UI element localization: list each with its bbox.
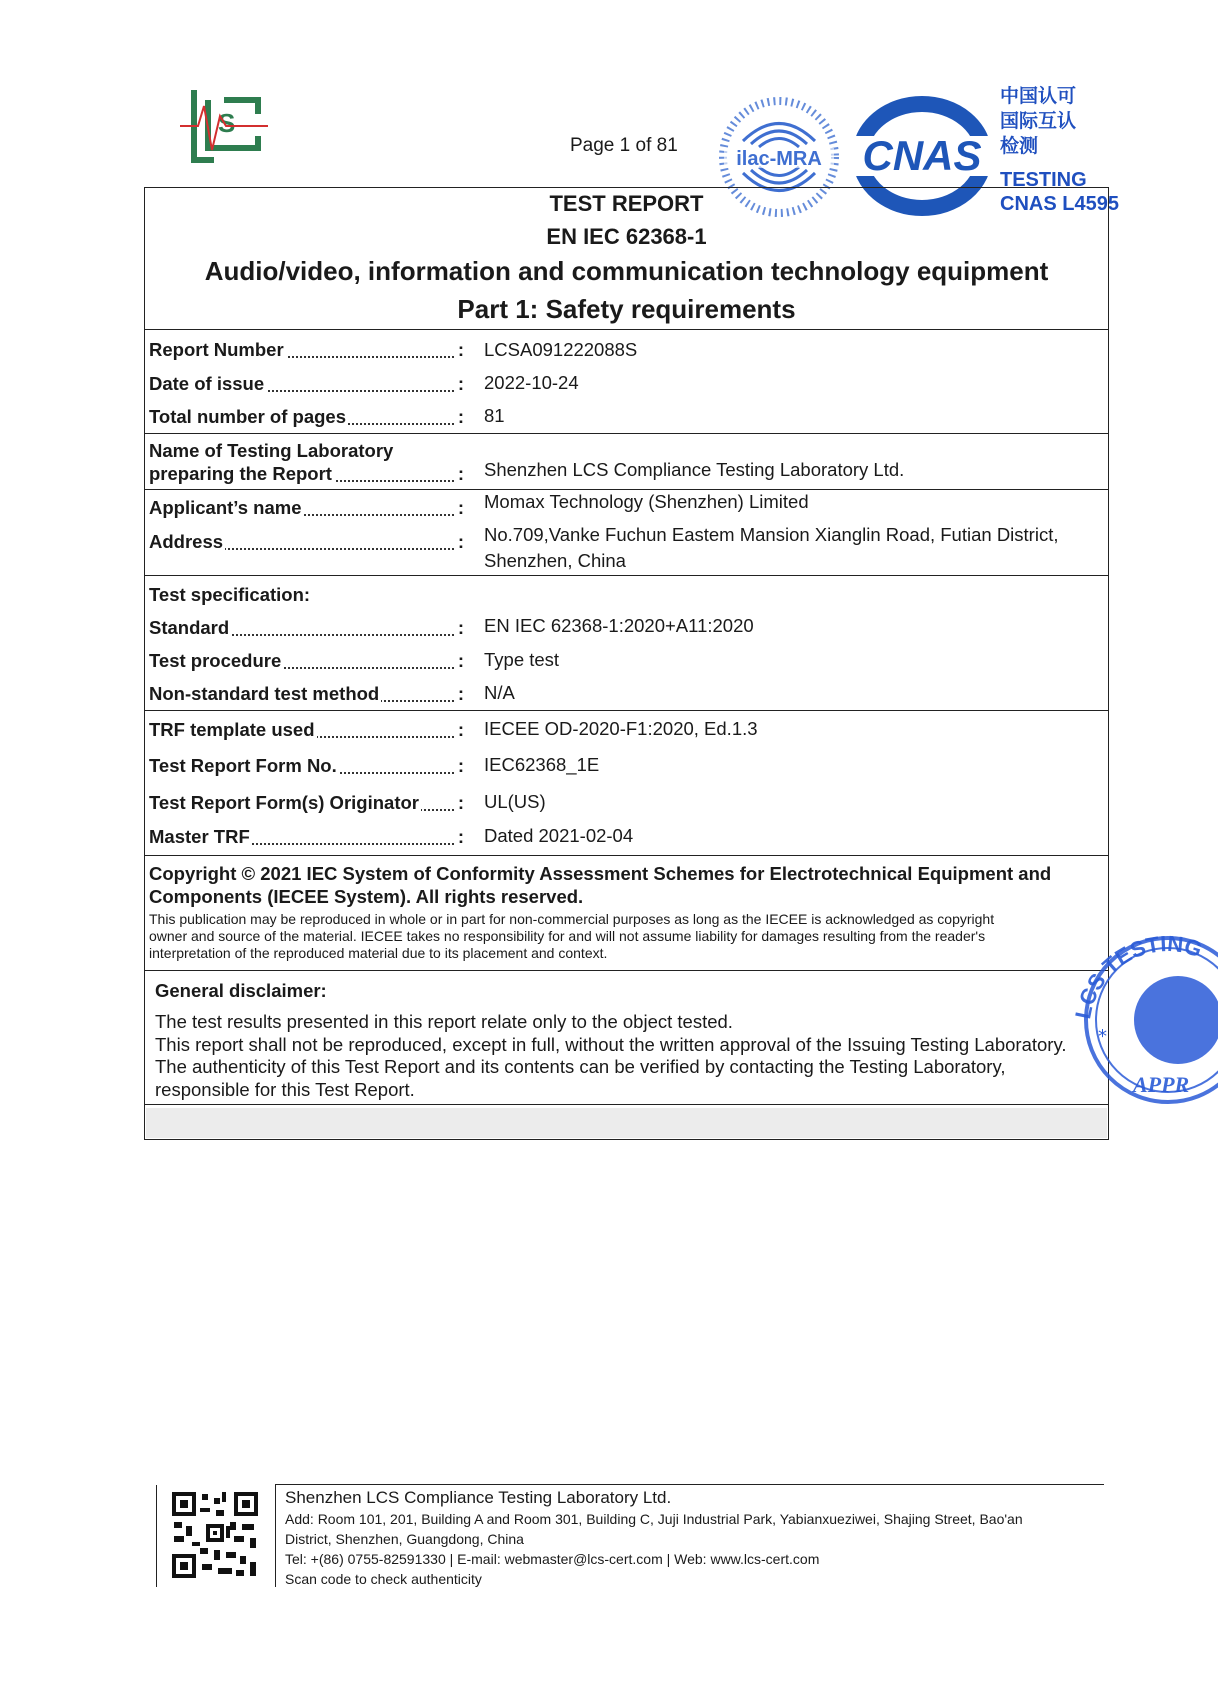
footer-company: Shenzhen LCS Compliance Testing Laboratory Ltd. — [285, 1488, 672, 1507]
part-title: Part 1: Safety requirements — [457, 294, 796, 324]
divider — [144, 575, 1109, 576]
standard-value: EN IEC 62368-1:2020+A11:2020 — [484, 615, 754, 636]
copyright-line: Components (IECEE System). All rights reserved. — [149, 886, 584, 907]
footer-scan-text: Scan code to check authenticity — [285, 1571, 482, 1587]
cnas-code: CNAS L4595 — [1000, 193, 1119, 215]
report-number-label: Report Number : — [149, 339, 464, 360]
approval-seal — [1068, 920, 1218, 1110]
date-of-issue-label: Date of issue : — [149, 373, 464, 394]
master-trf-label: Master TRF : — [149, 826, 464, 847]
seal-bottom-text: APPR — [1133, 1072, 1190, 1097]
divider — [144, 1104, 1109, 1105]
lab-value: Shenzhen LCS Compliance Testing Laboratory Ltd. — [484, 459, 905, 480]
divider — [144, 433, 1109, 434]
copyright-terms-line: This publication may be reproduced in whole or in part for non-commercial purposes as long as the IECEE is acknowledged as copyright — [149, 911, 995, 927]
divider — [144, 710, 1109, 711]
svg-text:*: * — [1098, 1026, 1107, 1047]
divider — [144, 329, 1109, 330]
address-label: Address : — [149, 531, 464, 552]
non-standard-method-label: Non-standard test method : — [149, 683, 464, 704]
test-procedure-value: Type test — [484, 649, 560, 670]
seal-top-text: LCS TESTING — [1070, 930, 1206, 1022]
disclaimer-line: The test results presented in this report relate only to the object tested. — [155, 1011, 733, 1032]
blank-row — [146, 1108, 1107, 1138]
report-title: TEST REPORT — [549, 191, 704, 216]
address-line1: No.709,Vanke Fuchun Eastem Mansion Xianglin Road, Futian District, — [484, 524, 1059, 545]
footer-divider — [275, 1484, 1104, 1485]
applicant-name-value: Momax Technology (Shenzhen) Limited — [484, 491, 809, 512]
originator-value: UL(US) — [484, 791, 546, 812]
page-number: Page 1 of 81 — [570, 135, 678, 156]
master-trf-value: Dated 2021-02-04 — [484, 825, 634, 846]
ilac-text: ilac-MRA — [736, 148, 822, 170]
cnas-chinese-line: 检测 — [1000, 135, 1039, 157]
test-report-form-label: Test Report Form No. : — [149, 755, 464, 776]
copyright-terms-line: interpretation of the reproduced material due to its placement and context. — [149, 945, 608, 961]
disclaimer-line: responsible for this Test Report. — [155, 1078, 415, 1100]
disclaimer-text — [155, 1011, 1115, 1101]
date-of-issue-value: 2022-10-24 — [484, 372, 579, 393]
standard-label: Standard : — [149, 617, 464, 638]
qr-code-icon — [170, 1490, 260, 1580]
copyright-terms-line: owner and source of the material. IECEE takes no responsibility for and will not assume liability for damages resulting from the reader's — [149, 928, 986, 944]
test-report-form-value: IEC62368_1E — [484, 754, 600, 775]
disclaimer-line: This report shall not be reproduced, except in full, without the written approval of the Issuing Testing Laboratory. — [155, 1033, 1067, 1055]
svg-text:S: S — [218, 108, 236, 138]
equipment-title: Audio/video, information and communication technology equipment — [204, 256, 1049, 286]
footer-address-line2: District, Shenzhen, Guangdong, China — [285, 1531, 524, 1547]
report-number-value: LCSA091222088S — [484, 339, 638, 360]
lab-label-line2: preparing the Report : — [149, 463, 464, 484]
divider — [144, 855, 1109, 856]
standard-title: EN IEC 62368-1 — [546, 224, 707, 249]
footer-contact: Tel: +(86) 0755-82591330 | E-mail: webmaster@lcs-cert.com | Web: www.lcs-cert.com — [285, 1551, 820, 1567]
test-procedure-label: Test procedure : — [149, 650, 464, 671]
copyright-notice — [149, 862, 1099, 908]
total-pages-label: Total number of pages : — [149, 406, 464, 427]
total-pages-value: 81 — [484, 405, 505, 426]
applicant-name-label: Applicant’s name : — [149, 497, 464, 518]
copyright-terms — [149, 911, 1094, 962]
disclaimer-line: The authenticity of this Test Report and its contents can be verified by contacting the Testing Laboratory, — [155, 1056, 1006, 1077]
footer-border — [156, 1485, 157, 1587]
trf-template-label: TRF template used : — [149, 719, 464, 740]
disclaimer-heading: General disclaimer: — [155, 980, 327, 1001]
cnas-chinese-text — [1000, 84, 1076, 159]
copyright-line: Copyright © 2021 IEC System of Conformity Assessment Schemes for Electrotechnical Equipment and — [149, 863, 1052, 884]
cnas-testing-label: TESTING — [1000, 169, 1087, 191]
originator-label: Test Report Form(s) Originator : — [149, 792, 464, 813]
cnas-chinese-line: 国际互认 — [1000, 110, 1077, 132]
footer-address-line1: Add: Room 101, 201, Building A and Room 301, Building C, Juji Industrial Park, Yabianxueziwei, Shajing Street, Bao'an — [285, 1511, 1023, 1527]
address-line2: Shenzhen, China — [484, 550, 626, 571]
cnas-text: CNAS — [862, 132, 982, 179]
cnas-chinese-line: 中国认可 — [1000, 85, 1077, 107]
lcs-logo — [180, 86, 272, 164]
trf-template-value: IECEE OD-2020-F1:2020, Ed.1.3 — [484, 718, 758, 739]
footer-border — [275, 1485, 276, 1587]
non-standard-method-value: N/A — [484, 682, 515, 703]
test-specification-heading: Test specification: — [149, 584, 311, 605]
lab-label-line1: Name of Testing Laboratory — [149, 440, 394, 461]
divider — [144, 970, 1109, 971]
